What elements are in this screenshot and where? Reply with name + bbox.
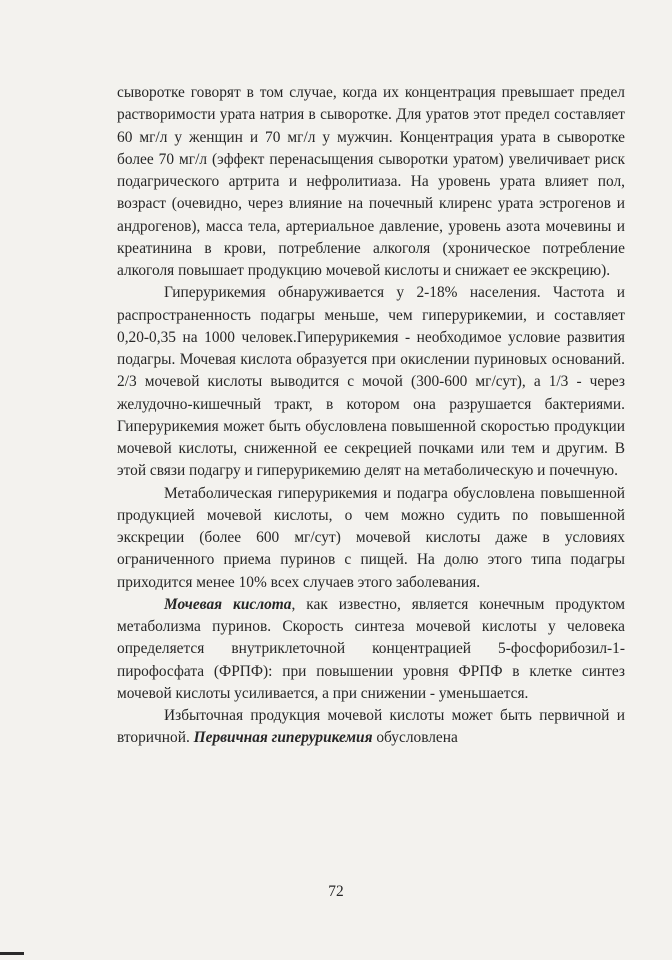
emphasized-term: Первичная гиперурикемия [193, 729, 373, 747]
body-text [117, 82, 625, 750]
text-run: обусловлена [372, 729, 458, 747]
paragraph [117, 594, 625, 705]
emphasized-term: Мочевая кислота [164, 595, 292, 613]
paragraph [117, 705, 625, 750]
text-run: Избыточная продукция мочевой кислоты может быть первичной и вторичной. [117, 707, 625, 747]
scan-edge-mark [0, 952, 24, 955]
text-run: , как известно, является конечным продуктом метаболизма пуринов. Скорость синтеза мочевой кислоты у человека определяется внутриклеточной концентрацией 5-фосфорибозил-1-пирофосфата (ФРПФ): при повышении уровня ФРПФ в клетке синтез мочевой кислоты усиливается, а при снижении - уменьшается. [117, 595, 625, 702]
text-run: сыворотке говорят в том случае, когда их концентрация превышает предел растворимости урата натрия в сыворотке. Для уратов этот предел составляет 60 мг/л у женщин и 70 мг/л у мужчин. Концентрация урата в сыворотке более 70 мг/л (эффект перенасыщения сыворотки уратом) увеличивает риск подагрического артрита и нефролитиаза. На уровень урата влияет пол, возраст (очевидно, через влияние на почечный клиренс урата эстрогенов и андрогенов), масса тела, артериальное давление, уровень азота мочевины и креатинина в крови, потребление алкоголя (хроническое потребление алкоголя повышает продукцию мочевой кислоты и снижает ее экскрецию). [117, 84, 625, 279]
text-run: Гиперурикемия обнаруживается у 2-18% населения. Частота и распространенность подагры меньше, чем гиперурикемии, и составляет 0,20-0,35 на 1000 человек.Гиперурикемия - необходимое условие развития подагры. Мочевая кислота образуется при окислении пуриновых оснований. 2/3 мочевой кислоты выводится с мочой (300-600 мг/сут), а 1/3 - через желудочно-кишечный тракт, в котором она разрушается бактериями. Гиперурикемия может быть обусловлена повышенной скоростью продукции мочевой кислоты, сниженной ее секрецией почками или тем и другим. В этой связи подагру и гиперурикемию делят на метаболическую и почечную. [117, 284, 625, 480]
text-run: Метаболическая гиперурикемия и подагра обусловлена повышенной продукцией мочевой кислоты, о чем можно судить по повышенной экскреции (более 600 мг/сут) мочевой кислоты даже в условиях ограниченного приема пуринов с пищей. На долю этого типа подагры приходится менее 10% всех случаев этого заболевания. [117, 484, 625, 591]
paragraph [117, 282, 625, 482]
page-number: 72 [328, 883, 344, 900]
paragraph [117, 483, 625, 594]
paragraph [117, 82, 625, 282]
